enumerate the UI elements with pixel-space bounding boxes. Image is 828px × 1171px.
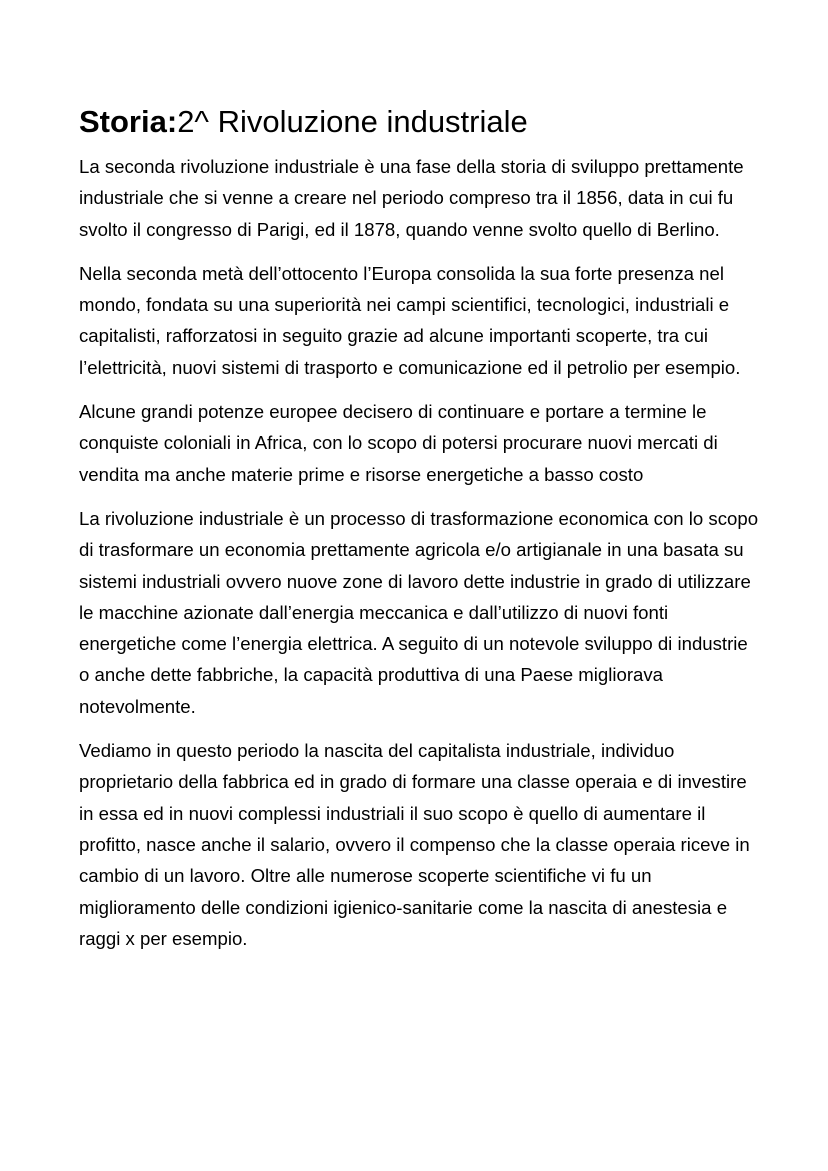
paragraph-capitalist: Vediamo in questo periodo la nascita del capitalista industriale, individuo proprietario della fabbrica ed in grado di formare una classe operaia e di investire in essa ed in nuovi complessi industriali il suo scopo è quello di aumentare il profitto, nasce anche il salario, ovvero il compenso che la classe operaia riceve in cambio di un lavoro. Oltre alle numerose scoperte scientifiche vi fu un miglioramento delle condizioni igienico-sanitarie come la nascita di anestesia e raggi x per esempio. <box>79 740 750 949</box>
document-page <box>79 97 759 967</box>
paragraph-europe: Nella seconda metà dell’ottocento l’Europa consolida la sua forte presenza nel mondo, fondata su una superiorità nei campi scientifici, tecnologici, industriali e capitalisti, rafforzatosi in seguito grazie ad alcune importanti scoperte, tra cui l’elettricità, nuovi sistemi di trasporto e comunicazione ed il petrolio per esempio. <box>79 262 741 378</box>
title-topic: 2^ Rivoluzione industriale <box>177 104 528 139</box>
paragraph-transformation: La rivoluzione industriale è un processo di trasformazione economica con lo scopo di trasformare un economia prettamente agricola e/o artigianale in una basata su sistemi industriali ovvero nuove zone di lavoro dette industrie in grado di utilizzare le macchine azionate dall’energia meccanica e dall’utilizzo di nuovi fonti energetiche come l’energia elettrica. A seguito di un notevole sviluppo di industrie o anche dette fabbriche, la capacità produttiva di una Paese migliorava notevolmente. <box>79 507 759 717</box>
page-title <box>79 97 759 147</box>
paragraph-intro: La seconda rivoluzione industriale è una fase della storia di sviluppo prettamente industriale che si venne a creare nel periodo compreso tra il 1856, data in cui fu svolto il congresso di Parigi, ed il 1878, quando venne svolto quello di Berlino. <box>79 156 744 240</box>
paragraph-colonies: Alcune grandi potenze europee decisero di continuare e portare a termine le conquiste coloniali in Africa, con lo scopo di potersi procurare nuovi mercati di vendita ma anche materie prime e risorse energetiche a basso costo <box>79 401 718 485</box>
title-subject: Storia: <box>79 104 178 139</box>
